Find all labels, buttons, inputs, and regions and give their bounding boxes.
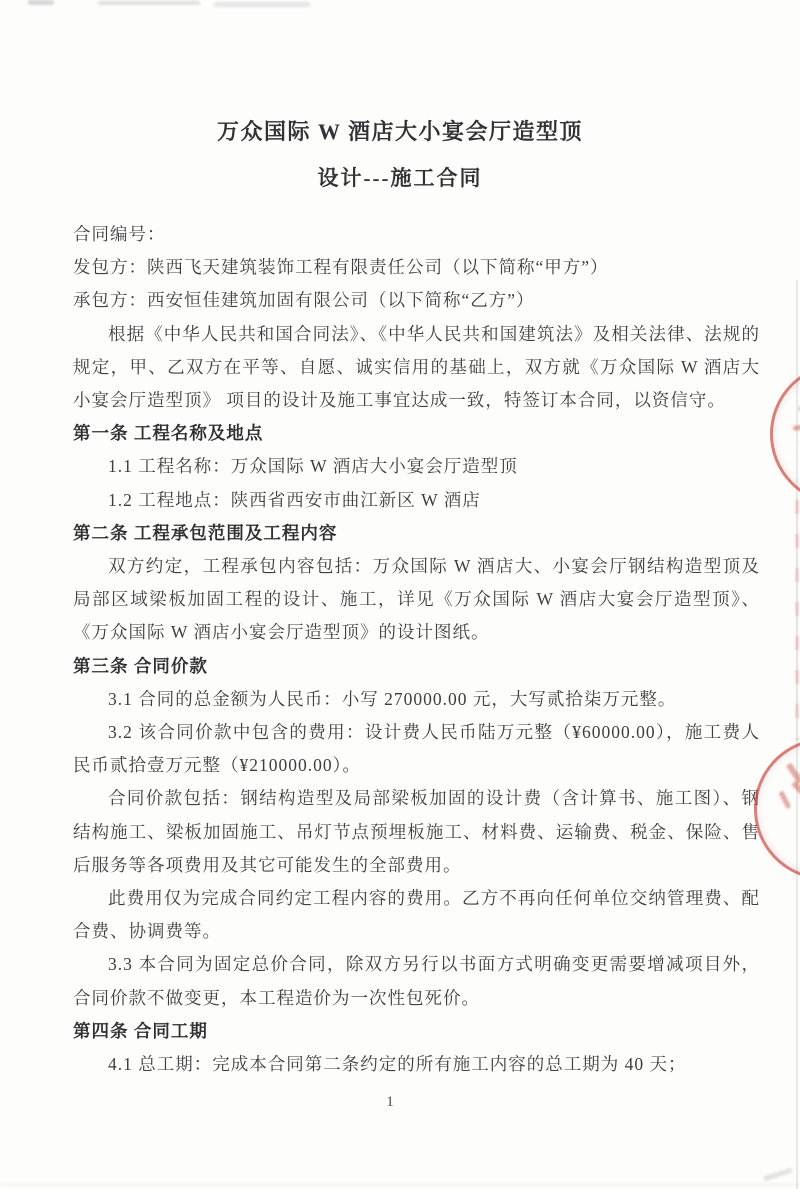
clause-heading: 第三条 合同价款 [73, 655, 208, 676]
scan-smudge-top-3 [214, 2, 310, 7]
contract-paragraph: 合同编号： [73, 224, 166, 244]
seal-glyph-mark [779, 791, 792, 809]
contract-paragraph: 合同价款包括：钢结构造型及局部梁板加固的设计费（含计算书、施工图）、钢结构施工、梁板加固施工、吊灯节点预埋板施工、材料费、运输费、税金、保险、售后服务等各项费用及其它可能发生的全部费用。 [73, 788, 760, 875]
clause-heading: 第四条 合同工期 [73, 1020, 208, 1041]
seal-ink-trace [795, 500, 799, 740]
scan-smudge-bottom-edge [0, 1183, 800, 1186]
contract-paragraph: 根据《中华人民共和国合同法》、《中华人民共和国建筑法》及相关法律、法规的规定，甲、乙双方在平等、自愿、诚实信用的基础上，双方就《万众国际 W 酒店大小宴会厅造型顶》 项目的设计及施工事宜达成一致，特签订本合同，以资信守。 [73, 323, 760, 411]
contract-paragraph: 承包方：西安恒佳建筑加固有限公司（以下简称“乙方”） [73, 290, 535, 311]
seal-glyph-mark [786, 763, 800, 785]
contract-paragraph: 1.2 工程地点：陕西省西安市曲江新区 W 酒店 [108, 489, 481, 510]
seal-glyph-mark [793, 422, 800, 431]
contract-subtitle: 设计---施工合同 [317, 166, 483, 190]
contract-paragraph: 3.3 本合同为固定总价合同，除双方另行以书面方式明确变更需要增减项目外，合同价款不做变更，本工程造价为一次性包死价。 [73, 954, 760, 1008]
round-red-seal-upper [770, 363, 800, 505]
contract-paragraph: 3.1 合同的总金额为人民币：小写 270000.00 元，大写贰拾柒万元整。 [108, 688, 677, 709]
scan-smudge-top-2 [98, 1, 200, 5]
contract-title: 万众国际 W 酒店大小宴会厅造型顶 [216, 119, 584, 144]
scan-smudge-top-1 [28, 0, 54, 5]
contract-paragraph: 4.1 总工期：完成本合同第二条约定的所有施工内容的总工期为 40 天； [108, 1054, 687, 1075]
contract-paragraph: 1.1 工程名称：万众国际 W 酒店大小宴会厅造型顶 [108, 456, 518, 477]
contract-body [73, 218, 760, 1081]
scan-smudge-bottom-right [763, 1167, 793, 1181]
page-number: 1 [386, 1094, 394, 1110]
clause-heading: 第二条 工程承包范围及工程内容 [73, 522, 338, 543]
clause-heading: 第一条 工程名称及地点 [73, 423, 264, 444]
contract-paragraph: 3.2 该合同价款中包含的费用：设计费人民币陆万元整（¥60000.00），施工费人民币贰拾壹万元整（¥210000.00）。 [73, 722, 760, 776]
seal-glyph-mark [791, 781, 800, 805]
contract-paragraph: 发包方：陕西飞天建筑装饰工程有限责任公司（以下简称“甲方”） [73, 257, 609, 278]
contract-paragraph: 此费用仅为完成合同约定工程内容的费用。乙方不再向任何单位交纳管理费、配合费、协调费等。 [73, 888, 760, 942]
title-block [0, 0, 800, 192]
contract-paragraph: 双方约定，工程承包内容包括：万众国际 W 酒店大、小宴会厅钢结构造型顶及局部区域梁板加固工程的设计、施工，详见《万众国际 W 酒店大宴会厅造型顶》、《万众国际 W 酒店小宴会厅造型顶》的设计图纸。 [73, 556, 760, 643]
